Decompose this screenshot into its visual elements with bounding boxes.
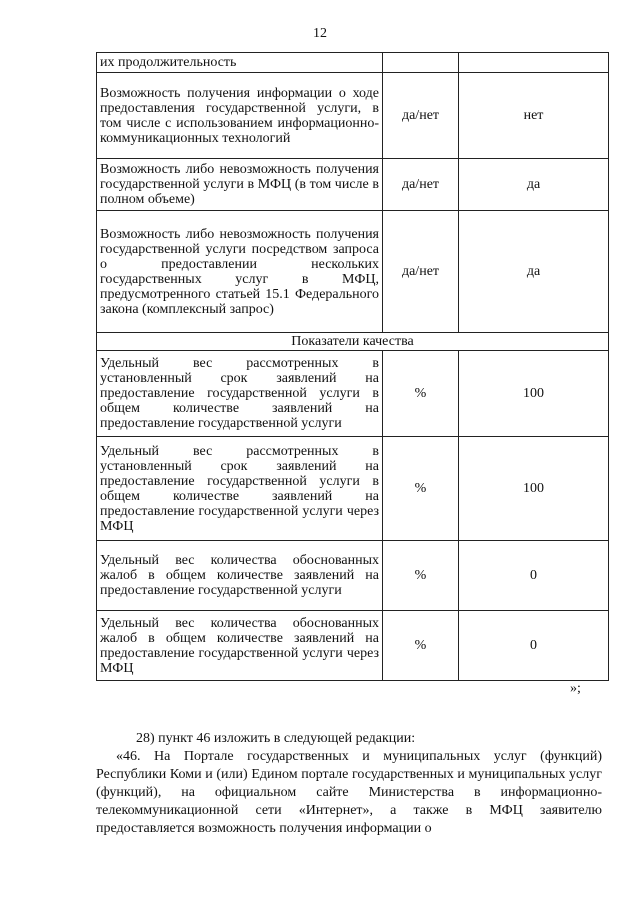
section-header-row bbox=[97, 333, 609, 351]
table-row bbox=[97, 73, 609, 159]
indicator-value: 100 bbox=[459, 437, 609, 541]
indicator-unit: % bbox=[383, 611, 459, 681]
indicator-value: нет bbox=[459, 73, 609, 159]
table-row bbox=[97, 211, 609, 333]
indicator-unit: % bbox=[383, 437, 459, 541]
table-row bbox=[97, 611, 609, 681]
indicator-name: Возможность либо невозможность получения государственной услуги в МФЦ (в том числе в полном объеме) bbox=[97, 159, 383, 211]
indicator-name: их продолжительность bbox=[97, 53, 383, 73]
section-title: Показатели качества bbox=[97, 333, 609, 351]
indicator-unit: % bbox=[383, 351, 459, 437]
indicator-unit bbox=[383, 53, 459, 73]
indicator-value: да bbox=[459, 159, 609, 211]
indicator-name: Возможность либо невозможность получения государственной услуги посредством запроса о предоставлении нескольких государственных услуг в МФЦ, предусмотренного статьей 15.1 Федерального закона (комплексный запрос) bbox=[97, 211, 383, 333]
indicator-unit: % bbox=[383, 541, 459, 611]
table-row bbox=[97, 437, 609, 541]
indicators-table bbox=[96, 52, 609, 681]
indicator-value: 0 bbox=[459, 541, 609, 611]
indicator-unit: да/нет bbox=[383, 159, 459, 211]
indicator-value bbox=[459, 53, 609, 73]
indicator-name: Удельный вес рассмотренных в установленный срок заявлений на предоставление государственной услуги в общем количестве заявлений на предоставление государственной услуги bbox=[97, 351, 383, 437]
table-row bbox=[97, 541, 609, 611]
indicator-unit: да/нет bbox=[383, 73, 459, 159]
indicator-value: да bbox=[459, 211, 609, 333]
indicator-name: Удельный вес количества обоснованных жалоб в общем количестве заявлений на предоставление государственной услуги через МФЦ bbox=[97, 611, 383, 681]
paragraph-item-28: 28) пункт 46 изложить в следующей редакции: bbox=[136, 731, 416, 746]
indicator-value: 100 bbox=[459, 351, 609, 437]
indicator-name: Возможность получения информации о ходе предоставления государственной услуги, в том числе с использованием информационно-коммуникационных технологий bbox=[97, 73, 383, 159]
indicator-name: Удельный вес количества обоснованных жалоб в общем количестве заявлений на предоставление государственной услуги bbox=[97, 541, 383, 611]
closing-quote-mark: »; bbox=[570, 681, 581, 696]
table-row bbox=[97, 159, 609, 211]
indicator-value: 0 bbox=[459, 611, 609, 681]
indicator-unit: да/нет bbox=[383, 211, 459, 333]
table-row bbox=[97, 53, 609, 73]
paragraph-item-46: «46. На Портале государственных и муниципальных услуг (функций) Республики Коми и (или) Едином портале государственных и муниципальных услуг (функций), на официальном сайте Министерства в информационно-телекоммуникационной сети «Интернет», а также в МФЦ заявителю предоставляется возможность получения информации о bbox=[96, 749, 602, 836]
indicator-name: Удельный вес рассмотренных в установленный срок заявлений на предоставление государственной услуги в общем количестве заявлений на предоставление государственной услуги через МФЦ bbox=[97, 437, 383, 541]
table-row bbox=[97, 351, 609, 437]
page-number: 12 bbox=[313, 26, 327, 41]
